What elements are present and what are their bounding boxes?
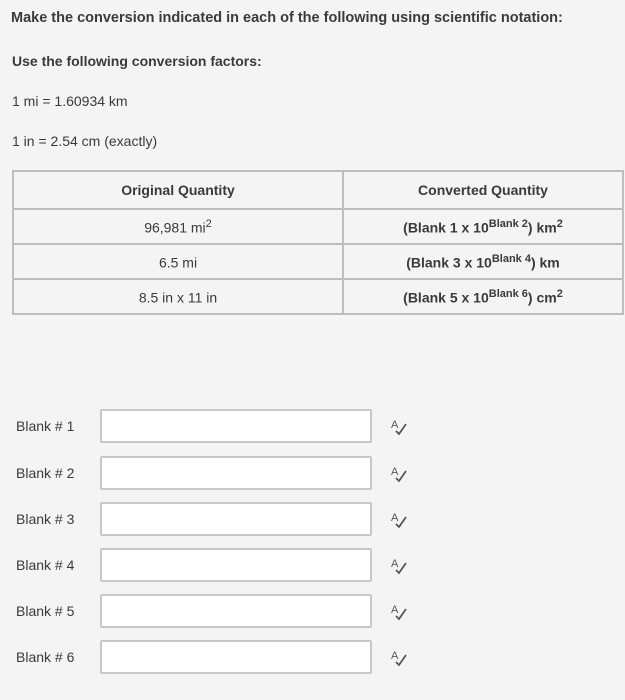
table-row bbox=[13, 209, 623, 244]
instructions-line: Make the conversion indicated in each of the following using scientific notation: bbox=[11, 10, 563, 26]
svg-text:A: A bbox=[391, 650, 399, 662]
conversion-factors-heading: Use the following conversion factors: bbox=[12, 53, 262, 69]
table-row bbox=[13, 279, 623, 314]
blank-6-label: Blank # 6 bbox=[16, 649, 75, 665]
original-quantity-cell bbox=[13, 209, 343, 244]
svg-text:A: A bbox=[391, 512, 399, 524]
svg-text:A: A bbox=[391, 419, 399, 431]
original-quantity-cell bbox=[13, 244, 343, 279]
blank-5-label: Blank # 5 bbox=[16, 603, 75, 619]
blank-4-row bbox=[16, 548, 616, 584]
header-original-quantity: Original Quantity bbox=[13, 171, 343, 209]
blank-5-row bbox=[16, 594, 616, 630]
blank-3-input[interactable] bbox=[100, 502, 372, 536]
spellcheck-icon[interactable] bbox=[387, 509, 409, 531]
conversion-table bbox=[12, 170, 624, 315]
svg-text:A: A bbox=[391, 604, 399, 616]
converted-exponent-blank: Blank 4 bbox=[491, 252, 531, 265]
blank-3-label: Blank # 3 bbox=[16, 511, 75, 527]
original-value: 96,981 mi bbox=[144, 219, 206, 236]
spellcheck-icon[interactable] bbox=[387, 601, 409, 623]
table-header-row bbox=[13, 171, 623, 209]
converted-exponent-blank: Blank 6 bbox=[488, 287, 528, 300]
blank-3-row bbox=[16, 502, 616, 538]
blank-2-input[interactable] bbox=[100, 456, 372, 490]
converted-prefix: (Blank 1 x 10 bbox=[403, 219, 489, 236]
original-quantity-cell bbox=[13, 279, 343, 314]
converted-quantity-cell bbox=[343, 279, 623, 314]
blank-2-label: Blank # 2 bbox=[16, 465, 75, 481]
converted-prefix: (Blank 5 x 10 bbox=[403, 289, 489, 306]
converted-unit: ) km bbox=[527, 219, 557, 236]
svg-text:A: A bbox=[391, 466, 399, 478]
spellcheck-icon[interactable] bbox=[387, 416, 409, 438]
svg-text:A: A bbox=[391, 558, 399, 570]
blank-6-input[interactable] bbox=[100, 640, 372, 674]
conversion-factor-miles: 1 mi = 1.60934 km bbox=[12, 93, 128, 109]
blank-1-row bbox=[16, 409, 616, 445]
converted-prefix: (Blank 3 x 10 bbox=[406, 254, 492, 271]
original-value: 8.5 in x 11 in bbox=[138, 289, 218, 306]
converted-quantity-cell bbox=[343, 209, 623, 244]
blank-1-input[interactable] bbox=[100, 409, 372, 443]
converted-unit: ) cm bbox=[527, 289, 557, 306]
original-exponent: 2 bbox=[205, 217, 212, 230]
header-converted-quantity: Converted Quantity bbox=[343, 171, 623, 209]
spellcheck-icon[interactable] bbox=[387, 555, 409, 577]
blank-4-label: Blank # 4 bbox=[16, 557, 75, 573]
blank-2-row bbox=[16, 456, 616, 492]
spellcheck-icon[interactable] bbox=[387, 463, 409, 485]
converted-unit-exponent: 2 bbox=[556, 287, 563, 300]
table-row bbox=[13, 244, 623, 279]
blank-5-input[interactable] bbox=[100, 594, 372, 628]
converted-unit-exponent: 2 bbox=[556, 217, 563, 230]
conversion-factor-inches: 1 in = 2.54 cm (exactly) bbox=[12, 133, 158, 149]
blank-4-input[interactable] bbox=[100, 548, 372, 582]
original-value: 6.5 mi bbox=[158, 254, 198, 271]
converted-unit: ) km bbox=[530, 254, 560, 271]
blank-1-label: Blank # 1 bbox=[16, 418, 75, 434]
blank-6-row bbox=[16, 640, 616, 676]
converted-exponent-blank: Blank 2 bbox=[488, 217, 528, 230]
spellcheck-icon[interactable] bbox=[387, 647, 409, 669]
converted-quantity-cell bbox=[343, 244, 623, 279]
